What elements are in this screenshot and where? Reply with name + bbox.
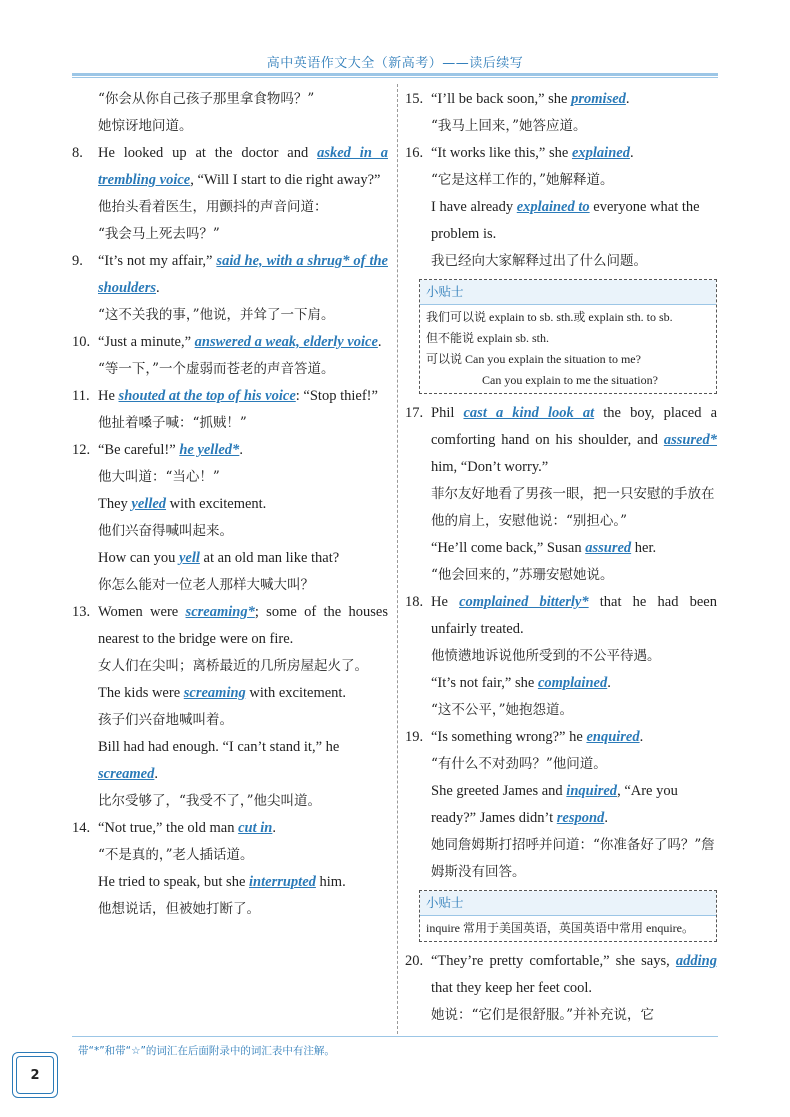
example-item-14: 14. “Not true,” the old man cut in. [72,820,276,836]
example-chinese: 他大叫道：“当心！” [98,469,220,485]
example-sentence: She greeted James and inquired, “Are you ready?” James didn’t respond. [431,783,678,826]
example-chinese: 菲尔友好地看了男孩一眼，把一只安慰的手放在他的肩上，安慰他说：“别担心。” [431,486,715,529]
example-chinese: 孩子们兴奋地喊叫着。 [98,712,233,728]
example-chinese: “有什么不对劲吗？”他问道。 [431,756,607,772]
example-item-11: 11. He shouted at the top of his voice: “Stop thief!” [72,388,378,404]
example-item-17: 17. Phil cast a kind look at the boy, placed a comforting hand on his shoulder, and assured* him, “Don’t worry.” [405,405,718,475]
key-phrase: cast a kind look at [463,405,595,421]
header-rule [72,73,718,76]
example-chinese: “你会从你自己孩子那里拿食物吗？” [98,91,315,107]
example-chinese: 她同詹姆斯打招呼并问道：“你准备好了吗？”詹姆斯没有回答。 [431,837,715,880]
tip-box [419,279,717,394]
example-chinese: 你怎么能对一位老人那样大喊大叫？ [98,577,314,593]
key-phrase: yell [178,550,200,566]
example-chinese: “我马上回来，”她答应道。 [431,118,587,134]
example-chinese: “它是这样工作的，”她解释道。 [431,172,614,188]
key-phrase: yelled [131,496,167,512]
tip-body [420,305,716,393]
example-item-16: 16. “It works like this,” she explained. [405,145,634,161]
key-phrase: complained bitterly* [459,594,589,610]
example-item-8: 8. He looked up at the doctor and asked in a trembling voice, “Will I start to die right away?” [72,145,388,188]
example-sentence: I have already explained to everyone what the problem is. [431,199,700,242]
example-sentence: They yelled with excitement. [98,496,267,512]
example-item-20: 20. “They’re pretty comfortable,” she says, adding that they keep her feet cool. [405,953,717,996]
example-chinese: 她惊讶地问道。 [98,118,193,134]
tip-line: Can you explain to me the situation? [482,373,658,387]
example-item-15: 15. “I’ll be back soon,” she promised. [405,91,630,107]
example-item-13: 13. Women were screaming*; some of the houses nearest to the bridge were on fire. [72,604,388,647]
example-sentence: “It’s not fair,” she complained. [431,675,611,691]
key-phrase: screaming [183,685,246,701]
key-phrase: answered a weak, elderly voice [194,334,378,350]
example-item-18: 18. He complained bitterly* that he had been unfairly treated. [405,594,717,637]
tip-line: 我们可以说 explain to sb. sth.或 explain sth. to sb. [426,310,673,324]
key-phrase: respond [556,810,605,826]
key-phrase: inquired [566,783,618,799]
key-phrase: assured* [663,432,717,448]
header-rule-thin [72,77,718,78]
example-sentence: He tried to speak, but she interrupted him. [98,874,346,890]
key-phrase: interrupted [249,874,316,890]
example-chinese: “不是真的，”老人插话道。 [98,847,254,863]
key-phrase: asked in a trembling voice [98,145,388,188]
tip-line: 可以说 Can you explain the situation to me? [426,352,641,366]
key-phrase: complained [537,675,608,691]
footer-rule [72,1036,718,1037]
example-item-9: 9. “It’s not my affair,” said he, with a shrug* of the shoulders. [72,253,388,296]
left-column [72,86,388,923]
key-phrase: adding [675,953,717,969]
tip-title: 小贴士 [420,280,716,305]
example-chinese: 他扯着嗓子喊：“抓贼！” [98,415,247,431]
example-chinese: 他们兴奋得喊叫起来。 [98,523,233,539]
example-chinese: 他想说话，但被她打断了。 [98,901,260,917]
running-header: 高中英语作文大全（新高考）——读后续写 [266,56,524,71]
example-sentence: The kids were screaming with excitement. [98,685,347,701]
example-sentence: How can you yell at an old man like that? [98,550,340,566]
key-phrase: explained to [516,199,590,215]
example-chinese: 他抬头看着医生，用颤抖的声音问道： [98,199,328,215]
key-phrase: he yelled* [179,442,240,458]
tip-line: inquire 常用于美国英语，英国英语中常用 enquire。 [426,921,694,935]
key-phrase: said he, with a shrug* of the shoulders [98,253,388,296]
example-chinese: 我已经向大家解释过出了什么问题。 [431,253,647,269]
example-item-12: 12. “Be careful!” he yelled*. [72,442,243,458]
example-chinese: 他愤懑地诉说他所受到的不公平待遇。 [431,648,661,664]
footnote: 带“*”和带“☆”的词汇在后面附录中的词汇表中有注解。 [78,1045,335,1057]
key-phrase: assured [585,540,632,556]
example-item-19: 19. “Is something wrong?” he enquired. [405,729,644,745]
tip-title: 小贴士 [420,891,716,916]
example-chinese: 女人们在尖叫；离桥最近的几所房屋起火了。 [98,658,368,674]
tip-line: 但不能说 explain sb. sth. [426,331,549,345]
page-number: 2 [16,1056,54,1094]
example-chinese: “这不公平，”她抱怨道。 [431,702,574,718]
key-phrase: screamed [98,766,155,782]
example-chinese: “他会回来的，”苏珊安慰她说。 [431,567,614,583]
key-phrase: explained [571,145,630,161]
key-phrase: cut in [238,820,273,836]
key-phrase: promised [571,91,626,107]
key-phrase: enquired [586,729,640,745]
key-phrase: screaming* [185,604,255,620]
example-sentence: Bill had had enough. “I can’t stand it,” he screamed. [98,739,340,782]
example-chinese: 她说：“它们是很舒服。”并补充说，它 [431,1007,655,1023]
tip-body [420,916,716,941]
example-chinese: “等一下，”一个虚弱而苍老的声音答道。 [98,361,335,377]
example-sentence: “He’ll come back,” Susan assured her. [431,540,657,556]
example-chinese: “我会马上死去吗？” [98,226,220,242]
right-column [405,86,717,1029]
column-divider [397,84,399,1034]
tip-box [419,890,717,942]
example-item-10: 10. “Just a minute,” answered a weak, elderly voice. [72,334,382,350]
example-chinese: “这不关我的事，”他说，并耸了一下肩。 [98,307,335,323]
example-chinese: 比尔受够了，“我受不了，”他尖叫道。 [98,793,322,809]
key-phrase: shouted at the top of his voice [118,388,296,404]
